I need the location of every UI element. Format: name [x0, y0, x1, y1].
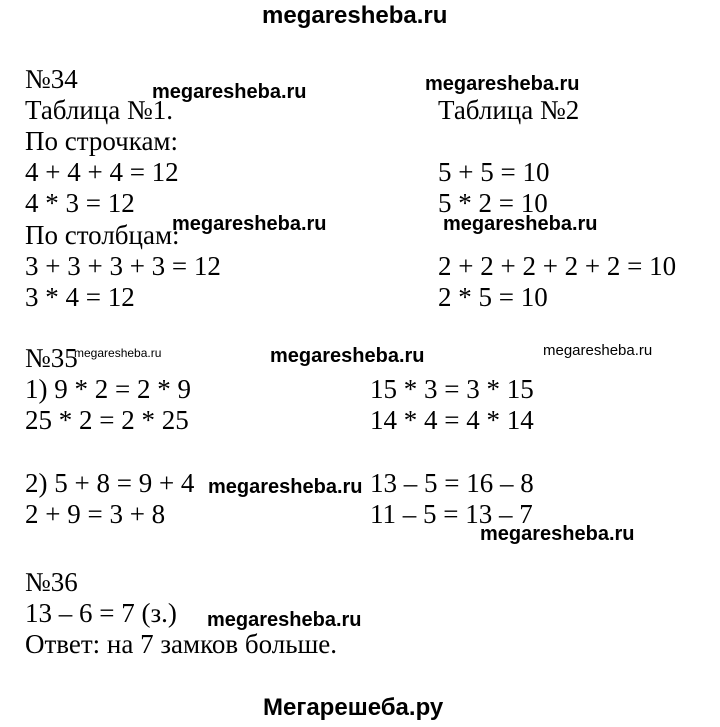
watermark: megaresheba.ru: [480, 523, 635, 545]
table-2-equation-4: 2 * 5 = 10: [438, 282, 548, 312]
task-36-equation: 13 – 6 = 7 (з.): [25, 598, 177, 628]
rows-equation-1: 4 + 4 + 4 = 12: [25, 157, 179, 187]
task-35-part-2-right-2: 11 – 5 = 13 – 7: [370, 499, 533, 529]
task-35-part-1-left-1: 1) 9 * 2 = 2 * 9: [25, 374, 191, 404]
table-2-equation-1: 5 + 5 = 10: [438, 157, 550, 187]
task-35-part-2-left-1: 2) 5 + 8 = 9 + 4: [25, 468, 195, 498]
rows-equation-2: 4 * 3 = 12: [25, 188, 135, 218]
header-site-title: megaresheba.ru: [262, 2, 448, 29]
table-2-equation-3: 2 + 2 + 2 + 2 + 2 = 10: [438, 251, 677, 281]
watermark: megaresheba.ru: [207, 609, 362, 631]
cols-equation-1: 3 + 3 + 3 + 3 = 12: [25, 251, 221, 281]
watermark: megaresheba.ru: [74, 346, 162, 360]
table-2-title: Таблица №2: [438, 95, 580, 125]
cols-heading: По столбцам:: [25, 220, 180, 250]
task-35-part-2-right-1: 13 – 5 = 16 – 8: [370, 468, 534, 498]
task-34-number: №34: [25, 64, 78, 94]
watermark: megaresheba.ru: [172, 213, 327, 235]
task-35-part-1-right-1: 15 * 3 = 3 * 15: [370, 374, 534, 404]
footer-site-title: Мегарешеба.ру: [263, 694, 444, 721]
rows-heading: По строчкам:: [25, 126, 179, 156]
task-36-answer: Ответ: на 7 замков больше.: [25, 629, 338, 659]
cols-equation-2: 3 * 4 = 12: [25, 282, 135, 312]
watermark: megaresheba.ru: [443, 213, 598, 235]
table-1-title: Таблица №1.: [25, 95, 173, 125]
watermark: megaresheba.ru: [425, 73, 580, 95]
task-36-number: №36: [25, 567, 78, 597]
task-35-part-1-left-2: 25 * 2 = 2 * 25: [25, 405, 189, 435]
watermark: megaresheba.ru: [543, 342, 653, 359]
watermark: megaresheba.ru: [208, 476, 363, 498]
watermark: megaresheba.ru: [270, 345, 425, 367]
table-2-equation-2: 5 * 2 = 10: [438, 188, 548, 218]
task-35-part-2-left-2: 2 + 9 = 3 + 8: [25, 499, 166, 529]
watermark: megaresheba.ru: [152, 81, 307, 103]
task-35-part-1-right-2: 14 * 4 = 4 * 14: [370, 405, 534, 435]
task-35-number: №35: [25, 343, 78, 373]
